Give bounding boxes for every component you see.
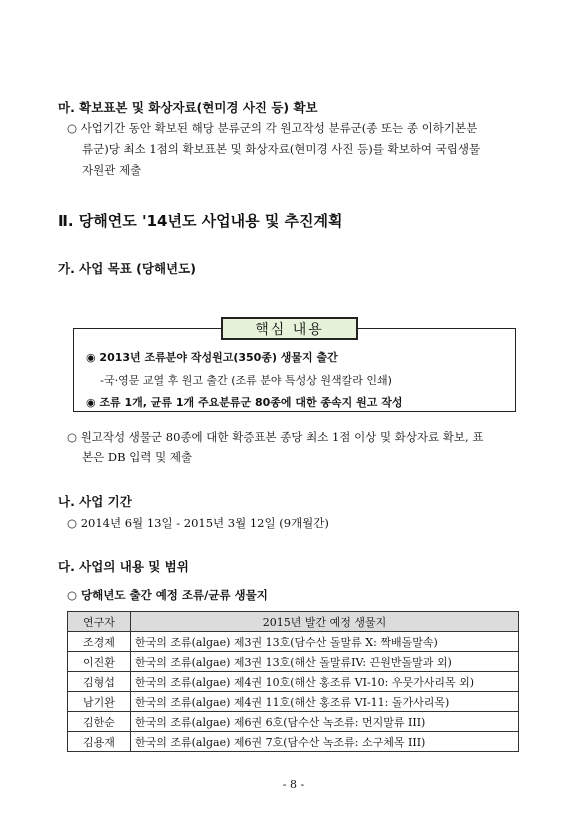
publication-table [67, 611, 519, 752]
section-ma-text-1: 사업기간 동안 확보된 해당 분류군의 각 원고작성 분류군(종 또는 종 이하기본분 [80, 121, 478, 135]
key-content-header: 핵심 내용 [221, 317, 358, 340]
author-cell: 조경제 [68, 632, 131, 652]
section-ii-title: Ⅱ. 당해연도 '14년도 사업내용 및 추진계획 [58, 212, 343, 230]
key-content-item-1: ◉ 2013년 조류분야 작성원고(350종) 생물지 출간 [86, 351, 338, 364]
project-period [67, 515, 329, 531]
section-ga-note-text-1: 원고작성 생물군 80종에 대한 확증표본 종당 최소 1점 이상 및 화상자료 확보, 표 [80, 430, 484, 444]
key-content-item-2: -국·영문 교열 후 원고 출간 (조류 분야 특성상 원색칼라 인쇄) [100, 374, 392, 387]
table-row [68, 672, 519, 692]
table-row [68, 632, 519, 652]
section-ma-line-3: 자원관 제출 [82, 163, 142, 177]
key-content-item-3: ◉ 조류 1개, 균류 1개 주요분류군 80종에 대한 종속지 원고 작성 [86, 396, 403, 409]
author-cell: 이진환 [68, 652, 131, 672]
publication-cell: 한국의 조류(algae) 제6권 6호(담수산 녹조류: 먼지말류 III) [131, 712, 519, 732]
publication-cell: 한국의 조류(algae) 제4권 10호(해산 홍조류 VI-10: 우뭇가사리목 외) [131, 672, 519, 692]
header-publication: 2015년 발간 예정 생물지 [131, 612, 519, 632]
author-cell: 김한순 [68, 712, 131, 732]
section-da-title: 다. 사업의 내용 및 범위 [58, 559, 189, 574]
publication-cell: 한국의 조류(algae) 제6권 7호(담수산 녹조류: 소구체목 III) [131, 732, 519, 752]
section-ga-title: 가. 사업 목표 (당해년도) [58, 261, 196, 276]
section-ma-line-1 [67, 120, 477, 136]
table-row [68, 692, 519, 712]
author-cell: 남기완 [68, 692, 131, 712]
section-na-title: 나. 사업 기간 [58, 494, 132, 509]
publication-cell: 한국의 조류(algae) 제4권 11호(해산 홍조류 VI-11: 돌가사리목) [131, 692, 519, 712]
publication-cell: 한국의 조류(algae) 제3권 13호(담수산 돌말류 X: 짝배돌말속) [131, 632, 519, 652]
bullet-circle: ○ [67, 516, 78, 530]
section-da-subtitle: ○ 당해년도 출간 예정 조류/균류 생물지 [67, 588, 268, 602]
bullet-circle: ○ [67, 121, 78, 135]
page-number: - 8 - [282, 778, 305, 791]
table-header-row [68, 612, 519, 632]
section-ga-note-line-1 [67, 429, 483, 445]
section-ma-title: 마. 확보표본 및 화상자료(현미경 사진 등) 확보 [58, 100, 318, 115]
author-cell: 김형섭 [68, 672, 131, 692]
section-ma-line-2: 류군)당 최소 1점의 확보표본 및 화상자료(현미경 사진 등)를 확보하여 국립생물 [82, 142, 481, 156]
bullet-circle: ○ [67, 430, 78, 444]
publication-cell: 한국의 조류(algae) 제3권 13호(해산 돌말류IV: 끈원반돌말과 외) [131, 652, 519, 672]
project-period-text: 2014년 6월 13일 - 2015년 3월 12일 (9개월간) [80, 516, 329, 530]
header-author: 연구자 [68, 612, 131, 632]
table-row [68, 652, 519, 672]
section-ga-note-line-2: 본은 DB 입력 및 제출 [82, 450, 193, 464]
table-row [68, 712, 519, 732]
table-row [68, 732, 519, 752]
author-cell: 김용재 [68, 732, 131, 752]
